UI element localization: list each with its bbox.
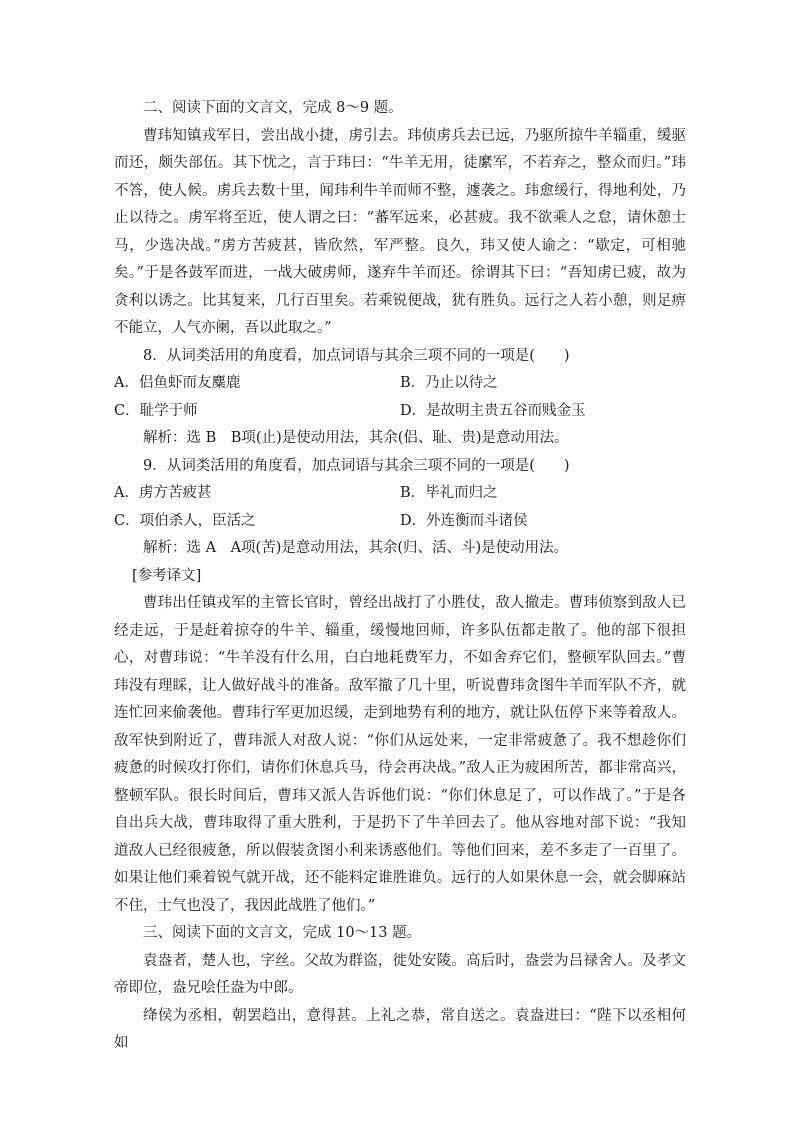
question-9-option-c: C．项伯杀人，臣活之 xyxy=(114,512,256,529)
question-9-option-b: B．毕礼而归之 xyxy=(400,485,498,501)
question-8-option-a: A．侣鱼虾而友麋鹿 xyxy=(114,375,241,391)
question-8-options-row-2 xyxy=(114,398,686,426)
question-8-stem: 8．从词类活用的角度看，加点词语与其余三项不同的一项是( ) xyxy=(143,347,570,364)
reference-translation-label: [参考译文] xyxy=(132,567,202,584)
classical-passage-yuan-ang-p2: 绛侯为丞相，朝罢趋出，意得甚。上礼之恭，常自送之。袁盎进曰：“陛下以丞相何如 xyxy=(114,1007,686,1051)
question-8-option-d: D．是故明主贵五谷而贱金玉 xyxy=(400,402,586,419)
question-9-option-a: A．虏方苦疲甚 xyxy=(114,485,212,501)
document-body xyxy=(114,95,686,1058)
section-3-heading: 三、阅读下面的文言文，完成 10～13 题。 xyxy=(143,925,422,941)
section-2-heading: 二、阅读下面的文言文，完成 8～9 题。 xyxy=(143,100,403,116)
question-8-analysis: 解析：选 B B项(止)是使动用法，其余(侣、耻、贵)是意动用法。 xyxy=(143,430,569,446)
question-9-options-row-1 xyxy=(114,480,686,508)
question-8-options-row-1 xyxy=(114,370,686,398)
question-9-stem: 9．从词类活用的角度看，加点词语与其余三项不同的一项是( ) xyxy=(143,457,570,474)
question-9-analysis: 解析：选 A A项(苦)是意动用法，其余(归、活、斗)是使动用法。 xyxy=(143,540,569,556)
reference-translation-text: 曹玮出任镇戎军的主管长官时，曾经出战打了小胜仗，敌人撤走。曹玮侦察到敌人已经走远，于是赶着掠夺的牛羊、辎重，缓慢地回师，许多队伍都走散了。他的部下很担心，对曹玮说：“牛羊没有什么用，白白地耗费军力，不如舍弃它们，整顿军队回去。”曹玮没有理睬，让人做好战斗的准备。敌军撤了几十里，听说曹玮贪图牛羊而军队不齐，就连忙回来偷袭他。曹玮行军更加迟缓，走到地势有利的地方，就让队伍停下来等着敌人。敌军快到附近了，曹玮派人对敌人说：“你们从远处来，一定非常疲惫了。我不想趁你们疲惫的时候攻打你们，请你们休息兵马，待会再决战。”敌人正为疲困所苦，都非常高兴，整顿军队。很长时间后，曹玮又派人告诉他们说：“你们休息足了，可以作战了。”于是各自出兵大战，曹玮取得了重大胜利，于是扔下了牛羊回去了。他从容地对部下说：“我知道敌人已经很疲惫，所以假装贪图小利来诱惑他们。等他们回来，差不多走了一百里了。如果让他们乘着锐气就开战，还不能料定谁胜谁负。远行的人如果休息一会，就会脚麻站不住，士气也没了，我因此战胜了他们。” xyxy=(114,595,686,914)
question-9-options-row-2 xyxy=(114,508,686,536)
question-9-option-d: D．外连衡而斗诸侯 xyxy=(400,512,528,529)
classical-passage-cao-wei: 曹玮知镇戎军日，尝出战小捷，虏引去。玮侦虏兵去已远，乃驱所掠牛羊辎重，缓驱而还，颇失部伍。其下忧之，言于玮曰：“牛羊无用，徒縻军，不若弃之，整众而归。”玮不答，使人候。虏兵去数十里，闻玮利牛羊而师不整，遽袭之。玮愈缓行，得地利处，乃止以待之。虏军将至近，使人谓之曰：“蕃军远来，必甚疲。我不欲乘人之怠，请休憩士马，少选决战。”虏方苦疲甚，皆欣然，军严整。良久，玮又使人谕之：“歇定，可相驰矣。”于是各鼓军而进，一战大破虏师，遂弃牛羊而还。徐谓其下曰：“吾知虏已疲，故为贪利以诱之。比其复来，几行百里矣。若乘锐便战，犹有胜负。远行之人若小憩，则足痹不能立，人气亦阑，吾以此取之。” xyxy=(114,127,686,336)
question-8-option-b: B．乃止以待之 xyxy=(400,375,498,391)
classical-passage-yuan-ang-p1: 袁盎者，楚人也，字丝。父故为群盗，徙处安陵。高后时，盎尝为吕禄舍人。及孝文帝即位，盎兄哙任盎为中郎。 xyxy=(114,952,686,996)
question-8-option-c: C．耻学于师 xyxy=(114,402,198,419)
